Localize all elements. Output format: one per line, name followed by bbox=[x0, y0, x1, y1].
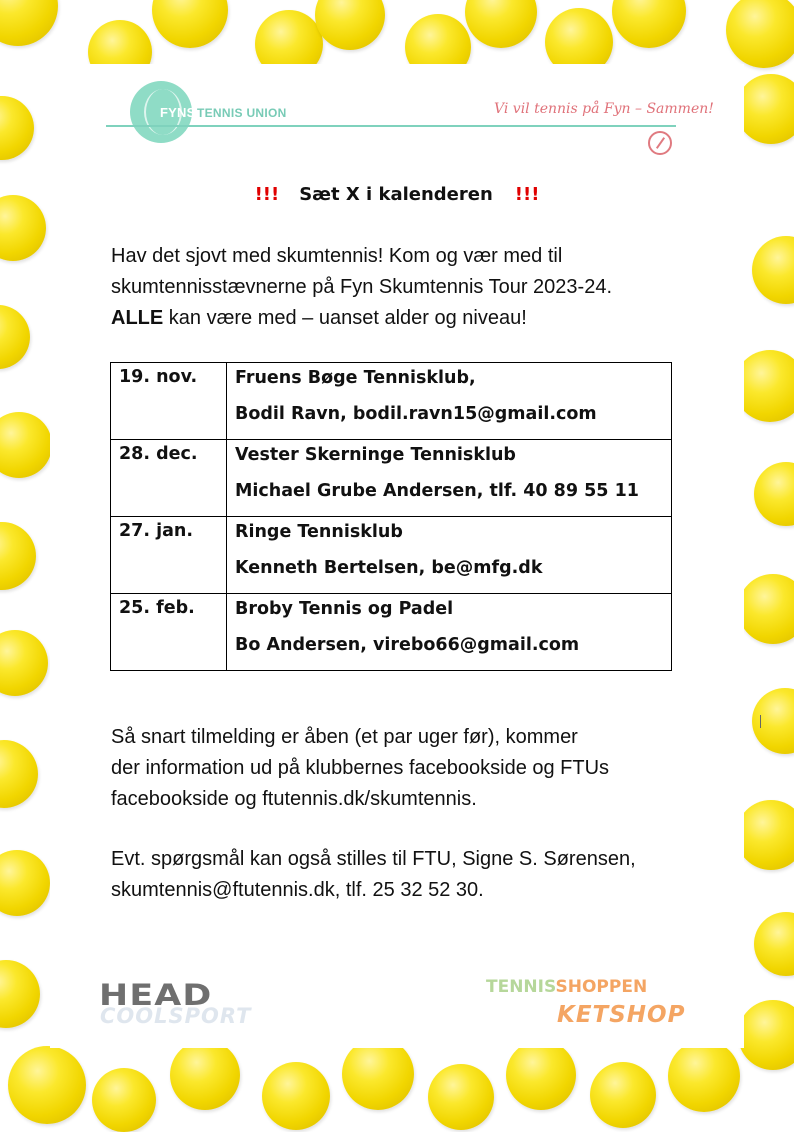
ketshop-sponsor-logo: KETSHOP bbox=[557, 1002, 686, 1028]
tennisshoppen-sponsor-logo bbox=[486, 977, 647, 997]
event-contact: Bo Andersen, virebo66@gmail.com bbox=[235, 635, 580, 655]
tennis-ball bbox=[0, 850, 50, 916]
intro-line: Hav det sjovt med skumtennis! Kom og vær med til bbox=[111, 245, 563, 267]
header-divider bbox=[106, 125, 676, 127]
table-row bbox=[111, 440, 672, 517]
registration-info-paragraph bbox=[111, 722, 711, 815]
tennis-ball bbox=[736, 800, 794, 870]
tennis-ball bbox=[315, 0, 385, 50]
event-schedule-table bbox=[110, 362, 672, 671]
flyer-page bbox=[50, 64, 744, 1048]
slogan: Vi vil tennis på Fyn – Sammen! bbox=[494, 101, 714, 117]
exclaim-left: !!! bbox=[254, 184, 280, 205]
info-line: Evt. spørgsmål kan også stilles til FTU, Signe S. Sørensen, bbox=[111, 848, 636, 870]
table-row bbox=[111, 363, 672, 440]
tennis-word: TENNIS bbox=[486, 977, 556, 997]
tennis-ball bbox=[752, 236, 794, 304]
info-line: der information ud på klubbernes facebookside og FTUs bbox=[111, 757, 610, 779]
tennis-ball-icon bbox=[648, 131, 672, 155]
event-detail bbox=[227, 517, 672, 594]
event-detail bbox=[227, 594, 672, 671]
page-mark bbox=[760, 715, 761, 728]
tennis-ball bbox=[590, 1062, 656, 1128]
tennis-ball bbox=[754, 462, 794, 526]
logo-fyns-text: FYNS bbox=[160, 105, 196, 120]
tennis-ball bbox=[738, 574, 794, 644]
tennis-ball bbox=[506, 1040, 576, 1110]
info-line: Så snart tilmelding er åben (et par uger før), kommer bbox=[111, 726, 578, 748]
event-date: 27. jan. bbox=[111, 517, 227, 594]
tennis-ball bbox=[152, 0, 228, 48]
intro-line: kan være med – uanset alder og niveau! bbox=[163, 307, 527, 329]
tennis-ball bbox=[0, 740, 38, 808]
table-row bbox=[111, 517, 672, 594]
event-date: 28. dec. bbox=[111, 440, 227, 517]
info-line: skumtennis@ftutennis.dk, tlf. 25 32 52 30. bbox=[111, 879, 484, 901]
coolsport-sponsor-logo: COOLSPORT bbox=[100, 1004, 252, 1028]
tennis-ball bbox=[0, 960, 40, 1028]
tennis-ball bbox=[262, 1062, 330, 1130]
tennis-ball bbox=[0, 195, 46, 261]
tennis-ball bbox=[0, 305, 30, 369]
tennis-ball bbox=[0, 630, 48, 696]
contact-info-paragraph bbox=[111, 844, 711, 906]
tennis-ball bbox=[8, 1046, 86, 1124]
event-date: 25. feb. bbox=[111, 594, 227, 671]
event-contact: Michael Grube Andersen, tlf. 40 89 55 11 bbox=[235, 481, 639, 501]
event-club: Broby Tennis og Padel bbox=[235, 599, 454, 619]
tennis-ball bbox=[342, 1038, 414, 1110]
tennis-ball bbox=[0, 412, 52, 478]
intro-paragraph bbox=[111, 241, 711, 334]
tennis-ball bbox=[0, 96, 34, 160]
exclaim-right: !!! bbox=[514, 184, 540, 205]
tennis-ball bbox=[170, 1040, 240, 1110]
event-club: Vester Skerninge Tennisklub bbox=[235, 445, 516, 465]
intro-emphasis: ALLE bbox=[111, 307, 164, 329]
tennis-ball bbox=[465, 0, 537, 48]
tennis-ball bbox=[738, 1000, 794, 1070]
event-club: Ringe Tennisklub bbox=[235, 522, 403, 542]
tennis-ball bbox=[754, 912, 794, 976]
event-contact: Kenneth Bertelsen, be@mfg.dk bbox=[235, 558, 543, 578]
shoppen-word: SHOPPEN bbox=[555, 977, 648, 997]
page-title bbox=[50, 184, 744, 205]
tennis-ball bbox=[668, 1040, 740, 1112]
table-row bbox=[111, 594, 672, 671]
tennis-ball bbox=[428, 1064, 494, 1130]
event-contact: Bodil Ravn, bodil.ravn15@gmail.com bbox=[235, 404, 597, 424]
tennis-ball bbox=[92, 1068, 156, 1132]
tennis-ball bbox=[752, 688, 794, 754]
event-detail bbox=[227, 440, 672, 517]
event-club: Fruens Bøge Tennisklub, bbox=[235, 368, 476, 388]
event-detail bbox=[227, 363, 672, 440]
title-text: Sæt X i kalenderen bbox=[299, 184, 493, 205]
head-sponsor-logo: HEAD bbox=[99, 978, 213, 1012]
intro-line: skumtennisstævnerne på Fyn Skumtennis Tour 2023-24. bbox=[111, 276, 613, 298]
tennis-ball bbox=[612, 0, 686, 48]
event-date: 19. nov. bbox=[111, 363, 227, 440]
tennis-ball bbox=[0, 0, 58, 46]
info-line: facebookside og ftutennis.dk/skumtennis. bbox=[111, 788, 477, 810]
tennis-ball bbox=[726, 0, 794, 68]
tennis-ball bbox=[0, 522, 36, 590]
tennis-ball bbox=[736, 74, 794, 144]
logo-union-text: TENNIS UNION bbox=[197, 106, 287, 120]
